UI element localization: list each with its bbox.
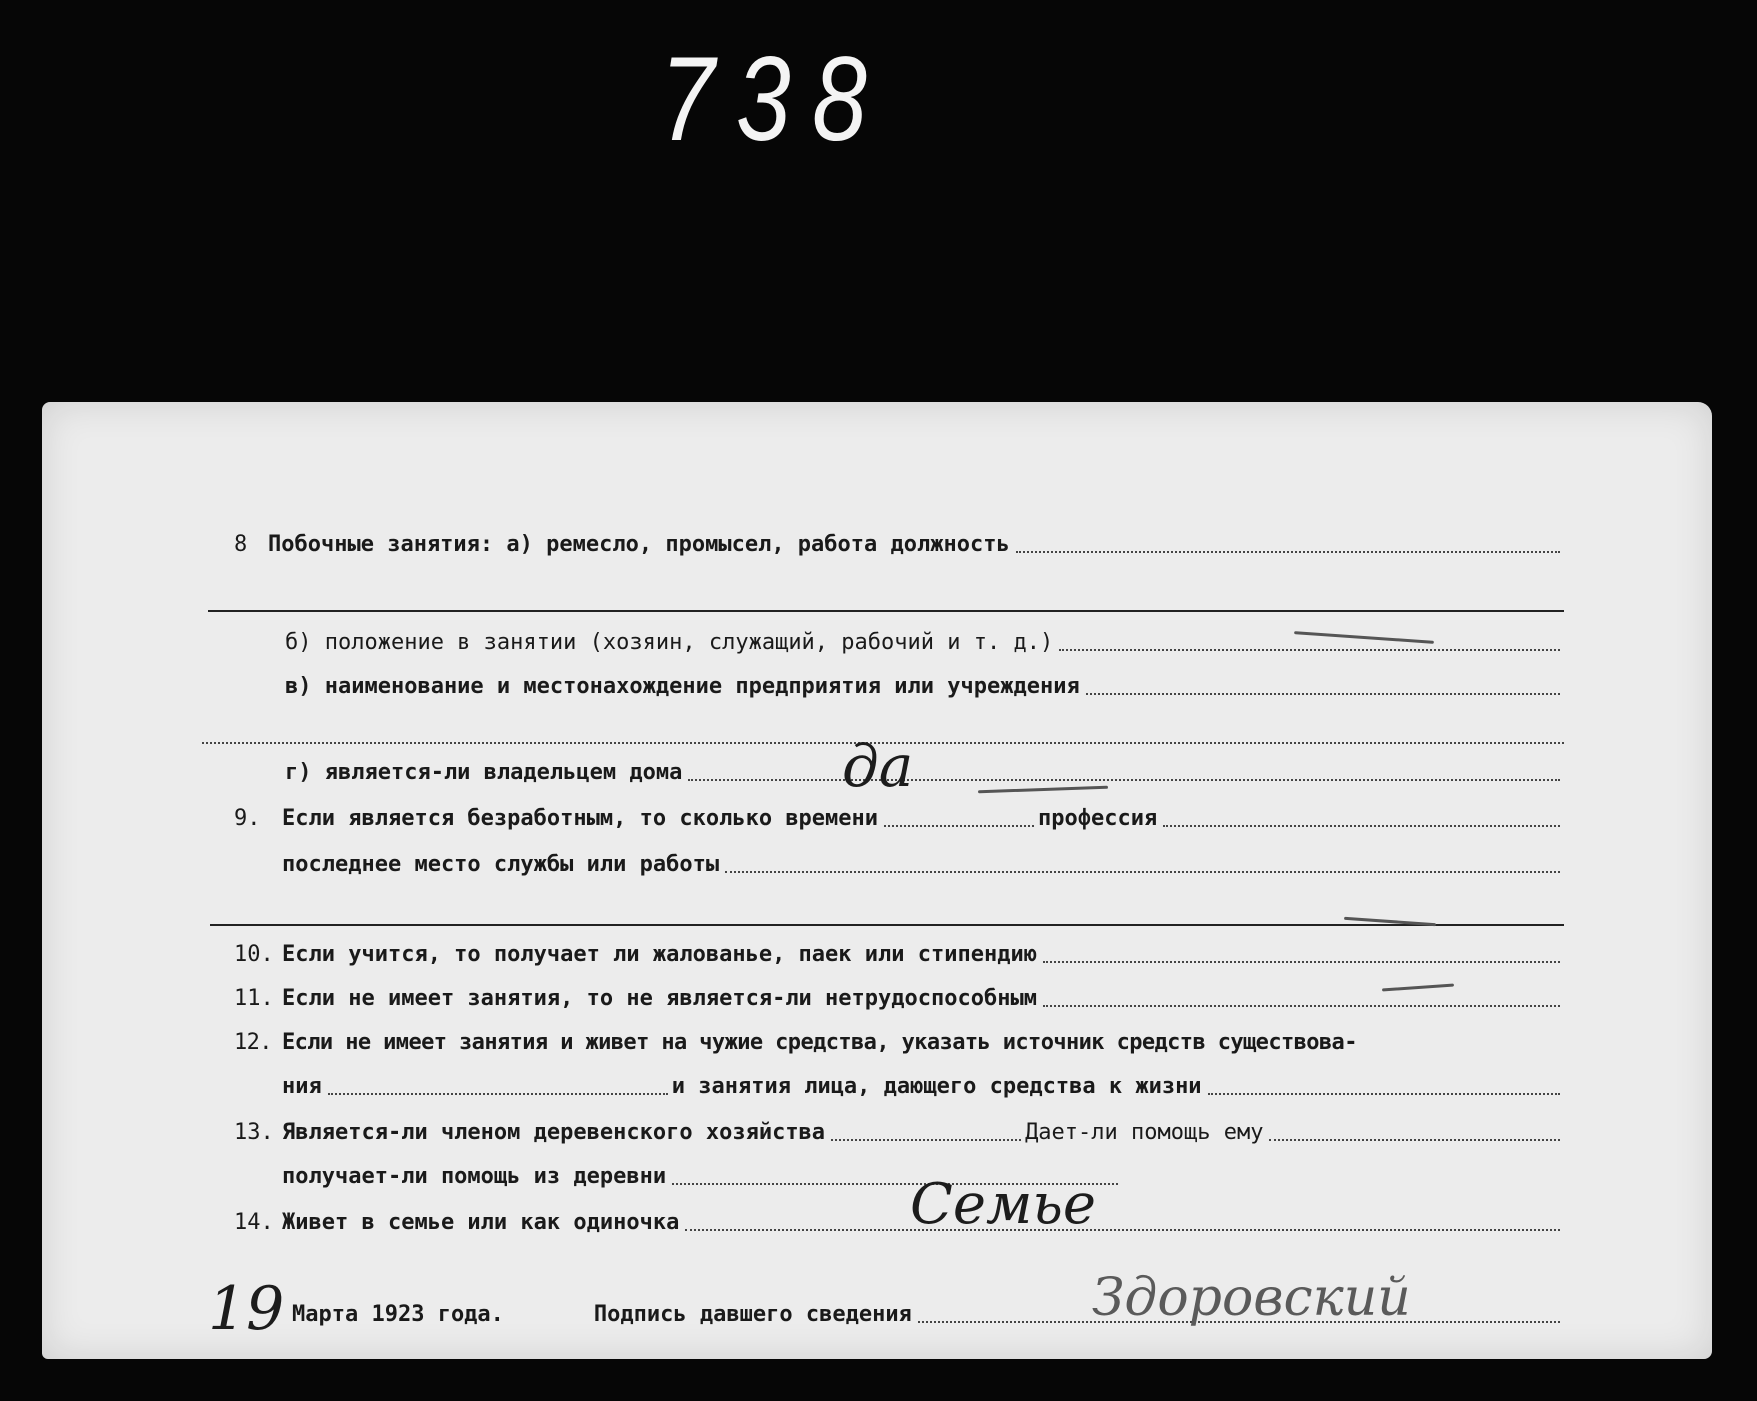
- q13-line2-label: получает-ли помощь из деревни: [282, 1164, 667, 1189]
- q8v-row: [285, 674, 1564, 699]
- q12-line2-b: и занятия лица, дающего средства к жизни: [671, 1074, 1202, 1099]
- q8v-answer-line: [1086, 692, 1560, 695]
- q8g-label: г) является-ли владельцем дома: [285, 760, 683, 785]
- q10-row: [234, 942, 1564, 967]
- q8b-row: [285, 630, 1564, 655]
- q8-answer-line: [1016, 550, 1560, 553]
- footer-signature-label: Подпись давшего сведения: [593, 1302, 912, 1327]
- q9-number: 9.: [234, 806, 261, 831]
- q9-line2-answer-line: [725, 870, 1560, 873]
- stray-pen-mark: [978, 786, 1108, 794]
- census-form-card: [42, 402, 1712, 1359]
- q9-profession-line: [1163, 824, 1560, 827]
- q14-number: 14.: [234, 1210, 274, 1235]
- q8g-row: [285, 760, 1564, 785]
- q8b-label: б) положение в занятии (хозяин, служащий, рабочий и т. д.): [285, 630, 1054, 655]
- microfilm-frame-number: 738: [660, 32, 889, 166]
- q14-label: Живет в семье или как одиночка: [282, 1210, 680, 1235]
- q9-continuation-line: [210, 924, 1564, 926]
- q11-label: Если не имеет занятия, то не является-ли нетрудоспособным: [282, 986, 1037, 1011]
- q10-label: Если учится, то получает ли жалованье, паек или стипендию: [282, 942, 1037, 967]
- q13-member-line: [831, 1138, 1021, 1141]
- q11-answer-line: [1043, 1004, 1560, 1007]
- q13-number: 13.: [234, 1120, 274, 1145]
- q12-number: 12.: [234, 1030, 272, 1055]
- q9-line2-row: [282, 852, 1564, 877]
- q8v-label: в) наименование и местонахождение предприятия или учреждения: [285, 674, 1080, 699]
- q9-line2-label: последнее место службы или работы: [282, 852, 720, 877]
- q12-answer-line: [1208, 1092, 1560, 1095]
- q8g-handwritten-answer: да: [842, 732, 914, 800]
- q9-row: [234, 806, 1564, 831]
- q8-number: 8: [234, 532, 248, 557]
- q12-line2-row: [282, 1074, 1564, 1099]
- q8-row: [234, 532, 1564, 557]
- q12-line2-a: ния: [282, 1074, 322, 1099]
- q14-row: [234, 1210, 1564, 1235]
- q14-handwritten-answer: Семье: [910, 1172, 1097, 1237]
- q8b-answer-line: [1059, 648, 1560, 651]
- footer-signature-handwritten: Здоровский: [1092, 1268, 1411, 1328]
- footer-day-handwritten: 19: [208, 1274, 285, 1344]
- q14-answer-line: [685, 1228, 1560, 1231]
- q12-source-line: [328, 1092, 668, 1095]
- q8g-answer-line: [688, 778, 1560, 781]
- q11-number: 11.: [234, 986, 274, 1011]
- q9-duration-line: [884, 824, 1034, 827]
- q9-label: Если является безработным, то сколько времени: [282, 806, 879, 831]
- q13-row: [234, 1120, 1564, 1145]
- q12-label: Если не имеет занятия и живет на чужие средства, указать источник средств существова-: [282, 1030, 1357, 1055]
- q8-label: Побочные занятия: а) ремесло, промысел, работа должность: [268, 532, 1010, 557]
- q11-row: [234, 986, 1564, 1011]
- q13-help-line: [1269, 1138, 1560, 1141]
- q13-label: Является-ли членом деревенского хозяйства: [282, 1120, 826, 1145]
- q13-help-label: Дает-ли помощь ему: [1025, 1120, 1264, 1145]
- q10-number: 10.: [234, 942, 274, 967]
- q12-row: [234, 1030, 1564, 1055]
- q10-answer-line: [1043, 960, 1560, 963]
- footer-month-year: Марта 1923 года.: [292, 1302, 504, 1327]
- q9-profession-label: профессия: [1038, 806, 1158, 831]
- q8-continuation-line: [208, 610, 1564, 612]
